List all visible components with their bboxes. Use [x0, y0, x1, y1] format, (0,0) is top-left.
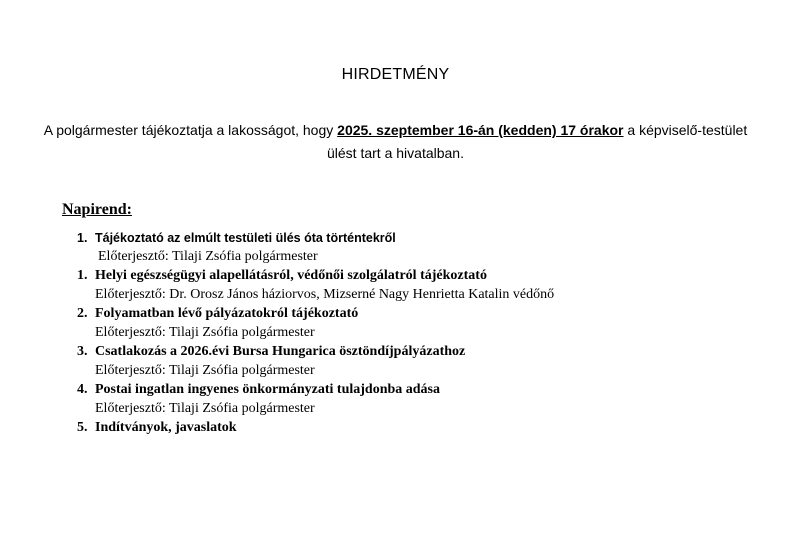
agenda-item-title-text: Indítványok, javaslatok	[95, 420, 237, 435]
agenda-item-title	[77, 419, 757, 437]
agenda-item-number: 1.	[77, 231, 88, 245]
agenda-item-number: 3.	[77, 344, 88, 359]
agenda-item	[77, 381, 757, 419]
agenda-item-title-text: Folyamatban lévő pályázatokról tájékoztató	[95, 306, 359, 321]
agenda-item	[77, 343, 757, 381]
agenda-item	[77, 305, 757, 343]
agenda-item-title	[77, 381, 757, 399]
agenda-item-title	[77, 305, 757, 323]
intro-text-before: A polgármester tájékoztatja a lakosságot, hogy	[43, 122, 338, 138]
agenda-item-presenter: Előterjesztő: Tilaji Zsófia polgármester	[98, 249, 318, 264]
agenda-item-presenter: Előterjesztő: Dr. Orosz János háziorvos, Mizserné Nagy Henrietta Katalin védőnő	[95, 287, 555, 302]
agenda-item-presenter: Előterjesztő: Tilaji Zsófia polgármester	[95, 363, 315, 378]
meeting-date: 2025. szeptember 16-án (kedden) 17 órakor	[337, 122, 624, 138]
agenda-item-title-text: Tájékoztató az elmúlt testületi ülés óta történtekről	[95, 231, 396, 245]
agenda-item	[77, 229, 757, 267]
agenda-item-number: 4.	[77, 382, 88, 397]
agenda-item-title-text: Postai ingatlan ingyenes önkormányzati tulajdonba adása	[95, 382, 440, 397]
intro-text-after: a képviselő-testület ülést tart a hivatalban.	[327, 122, 748, 161]
agenda-item-number: 2.	[77, 306, 88, 321]
agenda-item-number: 1.	[77, 268, 88, 283]
agenda-item-number: 5.	[77, 420, 88, 435]
agenda-item	[77, 267, 757, 305]
agenda-item-title	[77, 267, 757, 285]
agenda-item-presenter: Előterjesztő: Tilaji Zsófia polgármester	[95, 325, 315, 340]
page-title: HIRDETMÉNY	[341, 66, 450, 83]
agenda-list	[77, 229, 757, 437]
agenda-item-title-text: Helyi egészségügyi alapellátásról, védőnői szolgálatról tájékoztató	[95, 268, 487, 283]
agenda-item-title-text: Csatlakozás a 2026.évi Bursa Hungarica ösztöndíjpályázathoz	[95, 344, 466, 359]
agenda-item	[77, 419, 757, 437]
agenda-heading: Napirend:	[62, 201, 132, 218]
agenda-item-presenter: Előterjesztő: Tilaji Zsófia polgármester	[95, 401, 315, 416]
agenda-item-title	[77, 343, 757, 361]
intro-paragraph	[40, 119, 751, 165]
agenda-item-title	[77, 229, 757, 247]
